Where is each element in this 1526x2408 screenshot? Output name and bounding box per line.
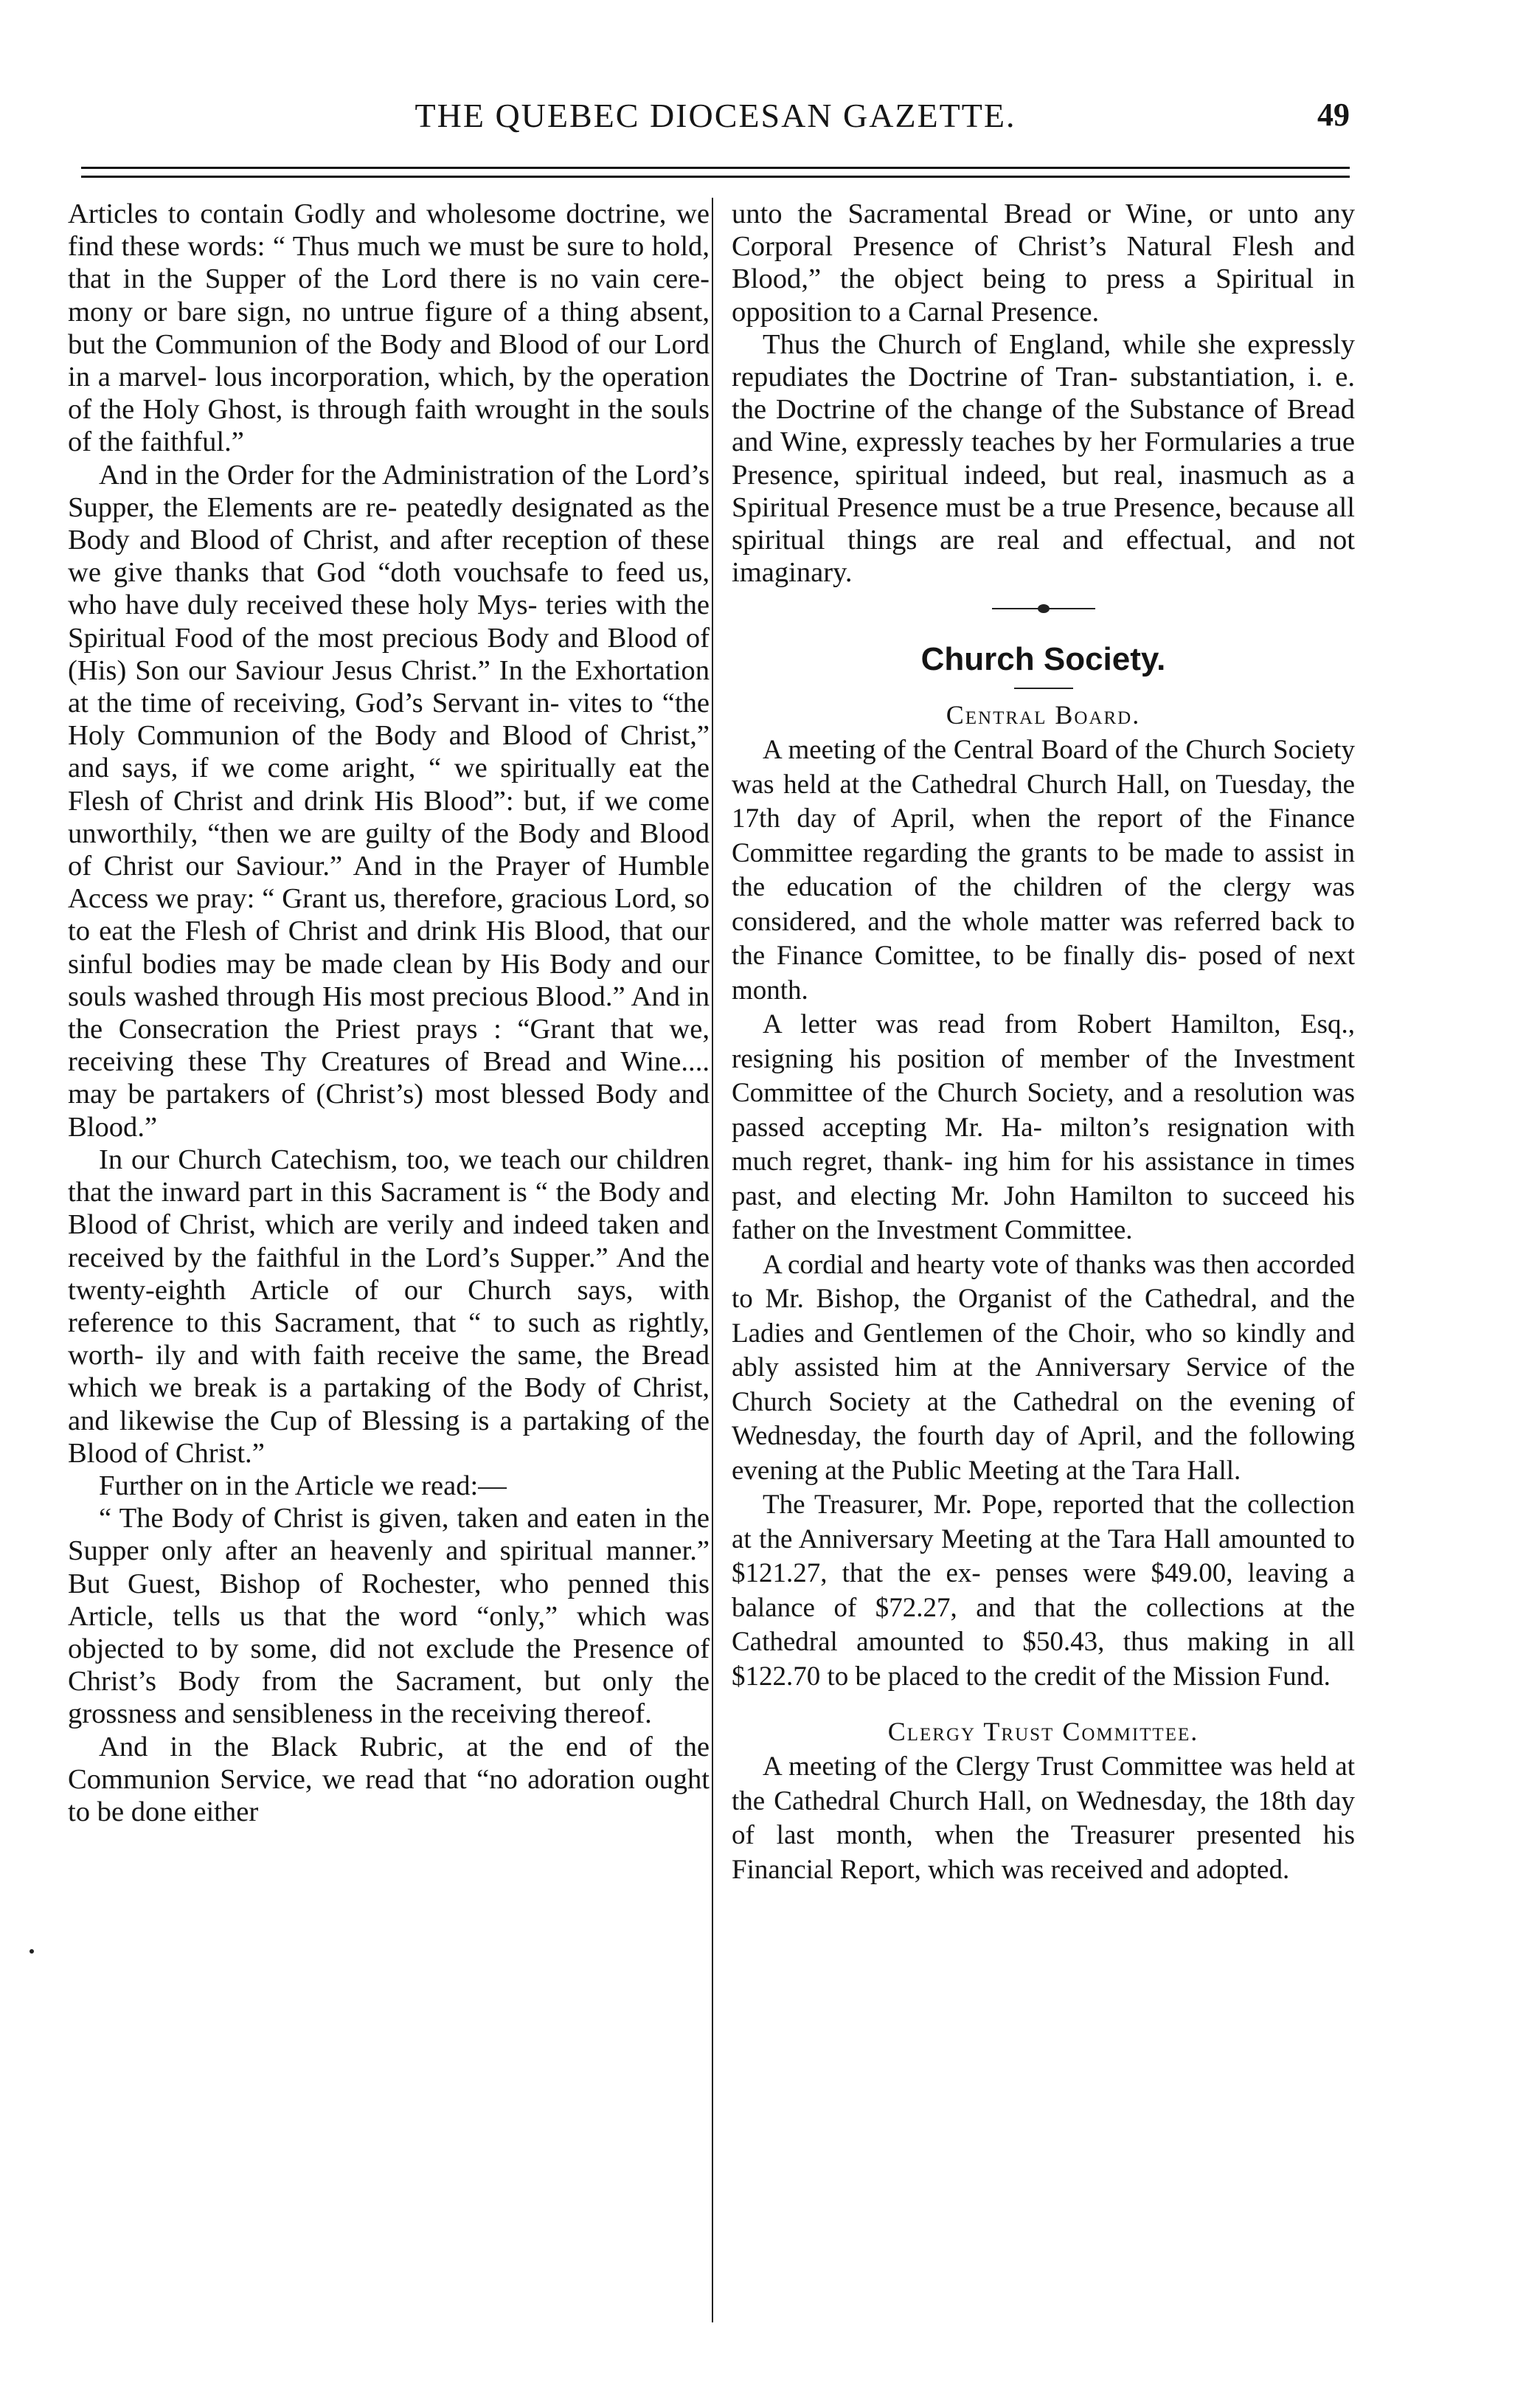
paragraph: Articles to contain Godly and wholesome doctrine, we find these words: “ Thus much we must be sure to hold, that in the Supper of the Lord there is no vain cere- mony or bare sign, no untrue figure of a thing absent, but the Communion of the Body and Blood of our Lord in a marvel- lous incorporation, which, by the operation of the Holy Ghost, is through faith wrought in the souls of the faithful.” [68, 198, 710, 458]
paragraph: A meeting of the Clergy Trust Committee was held at the Cathedral Church Hall, on Wednesday, the 18th day of last month, when the Treasurer presented his Financial Report, which was received and adopted. [732, 1751, 1355, 1885]
margin-mark [30, 1949, 34, 1954]
section-heading: Church Society. [920, 641, 1166, 678]
subheading-clergy-trust: Clergy Trust Committee. [887, 1717, 1199, 1747]
paragraph: And in the Black Rubric, at the end of the Communion Service, we read that “no adoration ought to be done either [68, 1731, 710, 1827]
ornament-dot [1038, 604, 1050, 613]
paragraph: In our Church Catechism, too, we teach our children that the inward part in this Sacrament is “ the Body and Blood of Christ, which are verily and indeed taken and received by the faithful in the Lord’s Supper.” And the twenty-eighth Article of our Church says, with reference to this Sacrament, that “ to such as rightly, worth- ily and with faith receive the same, the Bread which we break is a partaking of the Body of Christ, and likewise the Cup of Blessing is a partaking of the Blood of Christ.” [68, 1144, 710, 1469]
paragraph: unto the Sacramental Bread or Wine, or unto any Corporal Presence of Christ’s Natural Flesh and Blood,” the object being to press a Spiritual in opposition to a Carnal Presence. [732, 198, 1355, 328]
header-rule-bottom [81, 176, 1350, 178]
paragraph: A cordial and hearty vote of thanks was then accorded to Mr. Bishop, the Organist of the Cathedral, and the Ladies and Gentlemen of the Choir, who so kindly and ably assisted him at the Anniversary Service of the Church Society at the Cathedral on the evening of Wednesday, the fourth day of April, and the following evening at the Public Meeting at the Tara Hall. [732, 1249, 1355, 1486]
right-column [732, 198, 1355, 1887]
left-column [68, 198, 710, 1828]
paragraph: A letter was read from Robert Hamilton, Esq., resigning his position of member of the Investment Committee of the Church Society, and a resolution was passed accepting Mr. Ha- milton’s resignation with much regret, thank- ing him for his assistance in times past, and electing Mr. John Hamilton to succeed his father on the Investment Committee. [732, 1009, 1355, 1246]
paragraph: And in the Order for the Administration of the Lord’s Supper, the Elements are re- peatedly designated as the Body and Blood of Christ, and after reception of these we give thanks that God “doth vouchsafe to feed us, who have duly received these holy Mys- teries with the Spiritual Food of the most precious Body and Blood of (His) Son our Saviour Jesus Christ.” In the Exhortation at the time of receiving, God’s Servant in- vites to “the Holy Communion of the Body and Blood of Christ,” and says, if we come aright, “ we spiritually eat the Flesh of Christ and drink His Blood”: but, if we come unworthily, “then we are guilty of the Body and Blood of Christ our Saviour.” And in the Prayer of Humble Access we pray: “ Grant us, therefore, gracious Lord, so to eat the Flesh of Christ and drink His Blood, that our sinful bodies may be made clean by His Body and our souls washed through His most precious Blood.” And in the Consecration the Priest prays : “Grant that we, receiving these Thy Creatures of Bread and Wine.... may be partakers of (Christ’s) most blessed Body and Blood.” [68, 459, 710, 1143]
paragraph: A meeting of the Central Board of the Church Society was held at the Cathedral Church Hall, on Tuesday, the 17th day of April, when the report of the Finance Committee regarding the grants to be made to assist in the education of the children of the clergy was considered, and the whole matter was referred back to the Finance Comittee, to be finally dis- posed of next month. [732, 735, 1355, 1006]
section-ornament [732, 602, 1355, 621]
publication-title: THE QUEBEC DIOCESAN GAZETTE. [415, 97, 1016, 134]
column-divider [712, 198, 713, 2322]
paragraph: Thus the Church of England, while she expressly repudiates the Doctrine of Tran- substantiation, i. e. the Doctrine of the change of the Substance of Bread and Wine, expressly teaches by her Formularies a true Presence, spiritual indeed, but real, inasmuch as a Spiritual Presence must be a true Presence, because all spiritual things are real and effectual, and not imaginary. [732, 328, 1355, 589]
paragraph: The Treasurer, Mr. Pope, reported that the collection at the Anniversary Meeting at the Tara Hall amounted to $121.27, that the ex- penses were $49.00, leaving a balance of $72.27, and that the collections at the Cathedral amounted to $50.43, thus making in all $122.70 to be placed to the credit of the Mission Fund. [732, 1490, 1355, 1692]
paragraph: Further on in the Article we read:— [99, 1470, 507, 1501]
page-number: 49 [1317, 97, 1350, 133]
header-rule-top [81, 167, 1350, 169]
heading-rule [1014, 688, 1073, 689]
page-header [81, 96, 1350, 148]
subheading-central-board: Central Board. [946, 700, 1141, 730]
paragraph: “ The Body of Christ is given, taken and eaten in the Supper only after an heavenly and spiritual manner.” But Guest, Bishop of Rochester, who penned this Article, tells us that the word “only,” which was objected to by some, did not exclude the Presence of Christ’s Body from the Sacrament, but only the grossness and sensibleness in the receiving thereof. [68, 1503, 710, 1730]
